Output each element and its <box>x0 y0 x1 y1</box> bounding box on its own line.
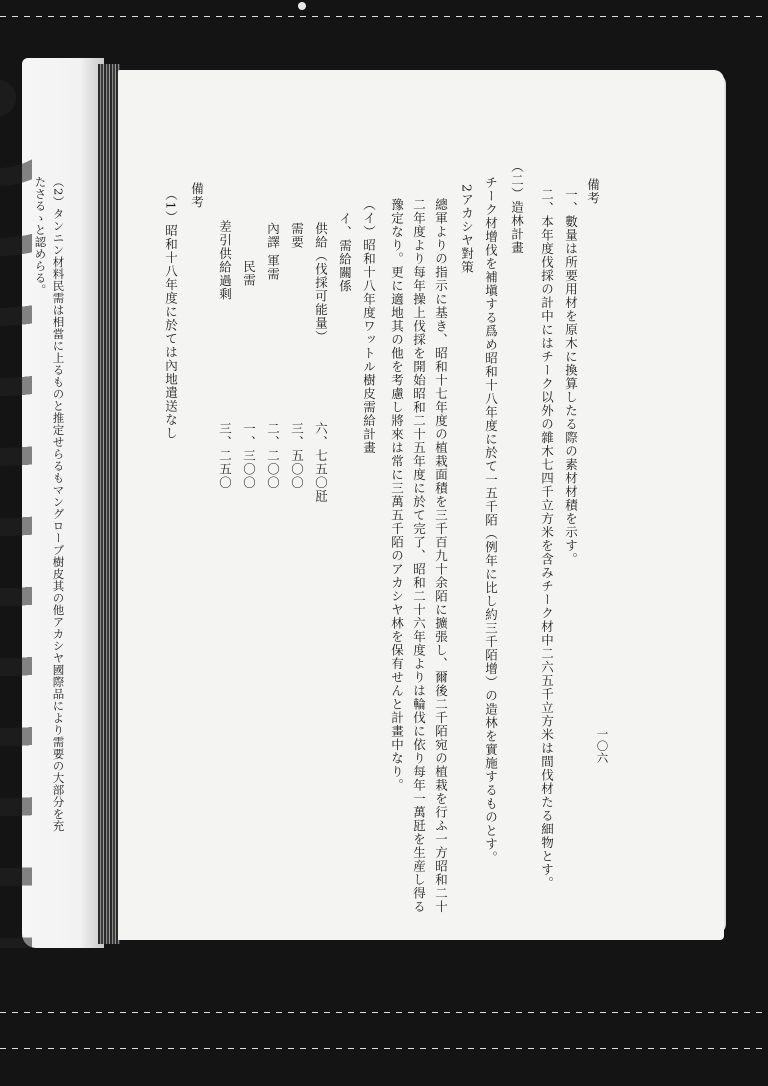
notes-heading: 備考 <box>585 178 601 205</box>
notes-heading-2: 備考 <box>189 182 205 209</box>
left-page-line-2: たさるゝと認めらる。 <box>33 176 48 296</box>
surplus-label: 差引供給過剩 <box>217 220 233 301</box>
supply-value: 六、七五〇瓩 <box>313 422 329 503</box>
acacia-text-1: 總軍よりの指示に基き、昭和十七年度の植栽面積を三千百九十余陌に擴張し、爾後二千陌宛の植栽を行ふ一方昭和二十 <box>433 198 449 914</box>
civil-demand-value: 一、三〇〇 <box>241 422 257 490</box>
civil-demand-label: 民需 <box>241 260 257 287</box>
film-speck <box>298 2 306 10</box>
acacia-text-2: 二年度より每年操上伐採を開始昭和二十五年度に於て完了、昭和二十六年度よりは輪伐に依り每年一萬瓩を生産し得る <box>411 198 427 914</box>
supply-demand-heading: イ、需給關係 <box>337 212 353 293</box>
page-number: 一〇六 <box>595 728 610 764</box>
supply-label: 供給（伐採可能量） <box>313 222 329 344</box>
military-demand-value: 二、二〇〇 <box>265 422 281 490</box>
demand-label: 需要 <box>289 222 305 249</box>
acacia-text-3: 豫定なり。更に適地其の他を考慮し將來は常に三萬五千陌のアカシヤ林を保有せんと計畫中なり。 <box>389 198 405 792</box>
left-page-line-1: （2）タンニン材料民需は相當に上るものと推定せらるもマングローブ樹皮其の他アカシヤ國際品により需要の大部分を充 <box>51 176 66 832</box>
teak-afforestation-text: チーク材增伐を補塡する爲め昭和十八年度に於て一五千陌（例年に比し約三千陌增）の造林を實施するものとす。 <box>483 176 499 865</box>
note-1: 一、數量は所要用材を原木に換算したる際の素材材積を示す。 <box>563 188 579 566</box>
film-edge-bottom <box>0 1012 768 1013</box>
surplus-value: 三、二五〇 <box>217 422 233 490</box>
note-2: 二、本年度伐採の計中にはチーク以外の雜木七四千立方米を含みチーク材中二六五千立方米は間伐材たる細物とす。 <box>539 188 555 890</box>
film-edge-top <box>0 16 768 17</box>
wattle-plan-title: （イ）昭和十八年度ワットル樹皮需給計畫 <box>361 198 377 455</box>
afforestation-heading: （二）造林計畫 <box>509 160 525 255</box>
military-demand-label: 內譯 軍需 <box>265 222 281 281</box>
film-edge-bottom-2 <box>0 1048 768 1049</box>
left-page <box>22 58 104 948</box>
note-b1: （1）昭和十八年度に於ては內地遣送なし <box>163 188 179 440</box>
right-page <box>118 70 724 940</box>
binding-shadow <box>0 58 32 948</box>
demand-value: 三、五〇〇 <box>289 422 305 490</box>
acacia-heading: 2アカシヤ對策 <box>459 184 475 274</box>
book-gutter <box>98 64 120 944</box>
